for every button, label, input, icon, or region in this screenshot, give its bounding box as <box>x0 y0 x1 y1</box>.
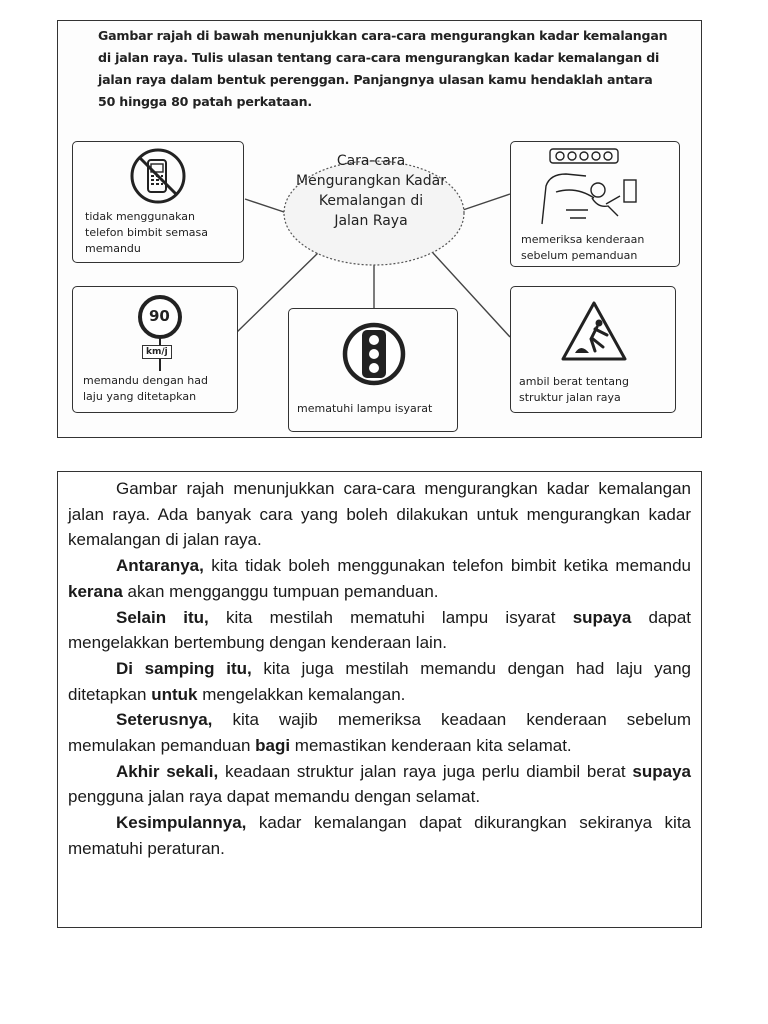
center-title-line: Cara-cara <box>336 153 406 169</box>
essay-text-run: mengelakkan kemalangan. <box>197 684 406 704</box>
essay-connector-word: Di samping itu, <box>116 658 252 678</box>
essay-answer-panel <box>57 471 702 928</box>
essay-text-run: akan mengganggu tumpuan pemanduan. <box>122 581 439 601</box>
roadwork-sign-icon <box>559 299 629 365</box>
essay-connector-word: kerana <box>68 581 123 601</box>
no-phone-icon <box>128 146 188 206</box>
card-label-line: telefon bimbit semasa <box>85 226 209 239</box>
card-label-line: memandu dengan had <box>83 374 208 387</box>
card-label <box>297 401 432 417</box>
essay-text-run: Gambar rajah menunjukkan cara-cara mengurangkan kadar kemalangan jalan raya. Ada banyak cara yang boleh dilakukan untuk mengurangkan kadar kemalangan di jalan raya. <box>68 479 691 550</box>
essay-text-run: kita wajib memeriksa keadaan kenderaan sebelum memulakan pemanduan <box>68 710 691 756</box>
essay-text <box>68 476 691 862</box>
essay-paragraph <box>68 476 691 553</box>
essay-paragraph <box>68 759 691 810</box>
speed-limit-icon <box>136 291 184 371</box>
worksheet-diagram-panel <box>57 20 702 438</box>
essay-text-run: kita tidak boleh menggunakan telefon bimbit ketika memandu <box>203 556 691 576</box>
essay-text-run: kita mestilah mematuhi lampu isyarat <box>208 607 573 627</box>
speed-limit-unit: km/j <box>142 345 172 359</box>
card-speed-limit <box>72 286 238 413</box>
car-inspection-icon <box>536 146 646 230</box>
essay-connector-word: bagi <box>255 736 291 756</box>
card-no-phone <box>72 141 244 263</box>
card-label-line: laju yang ditetapkan <box>83 390 197 403</box>
instructions-line: jalan raya dalam bentuk perenggan. Panjangnya ulasan kamu hendaklah antara <box>98 72 653 87</box>
instructions-line: 50 hingga 80 patah perkataan. <box>98 94 312 109</box>
traffic-light-icon <box>341 321 407 387</box>
card-label-line: mematuhi lampu isyarat <box>297 402 433 415</box>
essay-text-run: keadaan struktur jalan raya juga perlu diambil berat <box>218 761 633 781</box>
center-title-line: Kemalangan di <box>318 193 424 209</box>
essay-connector-word: Seterusnya, <box>116 710 213 730</box>
essay-connector-word: supaya <box>572 607 632 627</box>
essay-text-run: dapat mengelakkan bertembung dengan kenderaan lain. <box>68 607 692 653</box>
card-label-line: sebelum pemanduan <box>521 249 638 262</box>
essay-connector-word: Selain itu, <box>116 607 209 627</box>
card-traffic-light <box>288 308 458 432</box>
essay-connector-word: Antaranya, <box>116 556 204 576</box>
essay-paragraph <box>68 810 691 861</box>
instructions-line: Gambar rajah di bawah menunjukkan cara-cara mengurangkan kadar kemalangan <box>98 28 668 43</box>
essay-paragraph <box>68 605 691 656</box>
speed-limit-value: 90 <box>149 307 170 325</box>
card-label <box>85 209 208 257</box>
card-label <box>519 374 629 406</box>
diagram-center-title <box>278 151 464 231</box>
card-label-line: memandu <box>85 242 141 255</box>
connector-line <box>460 194 510 211</box>
essay-text-run: memastikan kenderaan kita selamat. <box>290 736 572 756</box>
center-title-line: Mengurangkan Kadar <box>296 173 446 189</box>
essay-text-run: pengguna jalan raya dapat memandu dengan selamat. <box>68 787 481 807</box>
essay-connector-word: supaya <box>632 761 691 781</box>
essay-connector-word: Kesimpulannya, <box>116 813 247 833</box>
essay-paragraph <box>68 553 691 604</box>
card-label-line: memeriksa kenderaan <box>521 233 645 246</box>
instructions-line: di jalan raya. Tulis ulasan tentang cara-cara mengurangkan kadar kemalangan di <box>98 50 660 65</box>
card-label-line: tidak menggunakan <box>85 210 195 223</box>
card-label <box>83 373 208 405</box>
essay-paragraph <box>68 707 691 758</box>
card-road-structure <box>510 286 676 413</box>
essay-text-run: kita juga mestilah memandu dengan had laju yang ditetapkan <box>68 658 691 704</box>
card-label <box>521 232 644 264</box>
card-label-line: ambil berat tentang <box>519 375 629 388</box>
essay-text-run: kadar kemalangan dapat dikurangkan sekiranya kita mematuhi peraturan. <box>68 813 691 858</box>
essay-connector-word: untuk <box>151 684 198 704</box>
essay-connector-word: Akhir sekali, <box>116 761 219 781</box>
card-label-line: struktur jalan raya <box>519 391 621 404</box>
essay-paragraph <box>68 656 691 707</box>
center-title-line: Jalan Raya <box>334 213 408 229</box>
card-vehicle-inspection <box>510 141 680 267</box>
